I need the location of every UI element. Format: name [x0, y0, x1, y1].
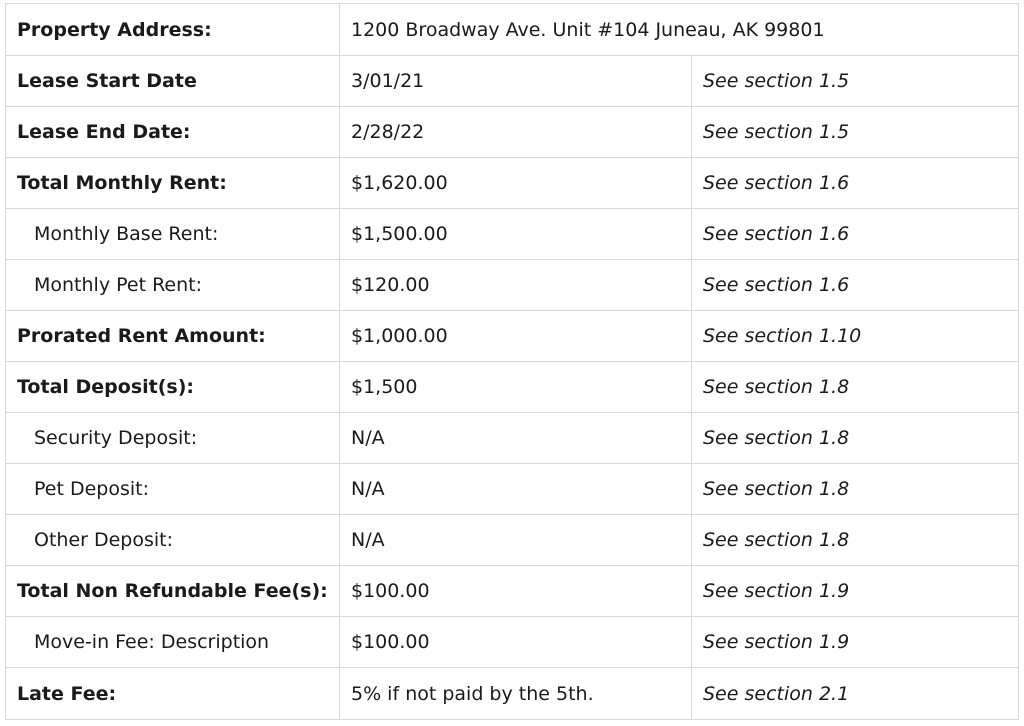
table-row-prorated-rent-amount: [6, 311, 1019, 362]
row-value: $1,000.00: [340, 311, 692, 362]
row-value: 3/01/21: [340, 56, 692, 107]
row-section-reference: See section 1.5: [692, 56, 1019, 107]
row-value: $100.00: [340, 566, 692, 617]
row-label: Monthly Pet Rent:: [6, 260, 340, 311]
row-label: Prorated Rent Amount:: [6, 311, 340, 362]
table-row-other-deposit: [6, 515, 1019, 566]
row-section-reference: See section 1.8: [692, 515, 1019, 566]
row-section-reference: See section 1.6: [692, 209, 1019, 260]
table-row-late-fee: [6, 668, 1019, 720]
row-value: N/A: [340, 413, 692, 464]
table-row-total-monthly-rent: [6, 158, 1019, 209]
row-section-reference: See section 1.10: [692, 311, 1019, 362]
row-section-reference: See section 1.5: [692, 107, 1019, 158]
row-section-reference: See section 2.1: [692, 668, 1019, 720]
table-row-property-address: [6, 4, 1019, 56]
table-row-pet-deposit: [6, 464, 1019, 515]
row-value: $120.00: [340, 260, 692, 311]
row-label: Total Non Refundable Fee(s):: [6, 566, 340, 617]
table-row-monthly-base-rent: [6, 209, 1019, 260]
row-label: Total Monthly Rent:: [6, 158, 340, 209]
row-section-reference: See section 1.8: [692, 464, 1019, 515]
row-value: 1200 Broadway Ave. Unit #104 Juneau, AK 99801: [340, 4, 1019, 56]
row-section-reference: See section 1.8: [692, 413, 1019, 464]
row-section-reference: See section 1.9: [692, 566, 1019, 617]
row-value: $1,500.00: [340, 209, 692, 260]
row-label: Move-in Fee: Description: [6, 617, 340, 668]
row-value: $1,500: [340, 362, 692, 413]
row-label: Late Fee:: [6, 668, 340, 720]
row-label: Security Deposit:: [6, 413, 340, 464]
table-row-lease-start-date: [6, 56, 1019, 107]
row-value: 2/28/22: [340, 107, 692, 158]
table-row-lease-end-date: [6, 107, 1019, 158]
row-label: Property Address:: [6, 4, 340, 56]
row-section-reference: See section 1.6: [692, 260, 1019, 311]
row-label: Lease End Date:: [6, 107, 340, 158]
row-value: 5% if not paid by the 5th.: [340, 668, 692, 720]
row-label: Pet Deposit:: [6, 464, 340, 515]
row-section-reference: See section 1.8: [692, 362, 1019, 413]
row-label: Total Deposit(s):: [6, 362, 340, 413]
table-row-monthly-pet-rent: [6, 260, 1019, 311]
row-value: $1,620.00: [340, 158, 692, 209]
row-value: N/A: [340, 464, 692, 515]
row-label: Other Deposit:: [6, 515, 340, 566]
table-row-move-in-fee: [6, 617, 1019, 668]
row-value: $100.00: [340, 617, 692, 668]
table-row-total-non-refundable-fees: [6, 566, 1019, 617]
row-section-reference: See section 1.6: [692, 158, 1019, 209]
row-label: Monthly Base Rent:: [6, 209, 340, 260]
table-row-security-deposit: [6, 413, 1019, 464]
row-label: Lease Start Date: [6, 56, 340, 107]
row-section-reference: See section 1.9: [692, 617, 1019, 668]
row-value: N/A: [340, 515, 692, 566]
table-row-total-deposits: [6, 362, 1019, 413]
lease-summary-table: [5, 3, 1019, 720]
